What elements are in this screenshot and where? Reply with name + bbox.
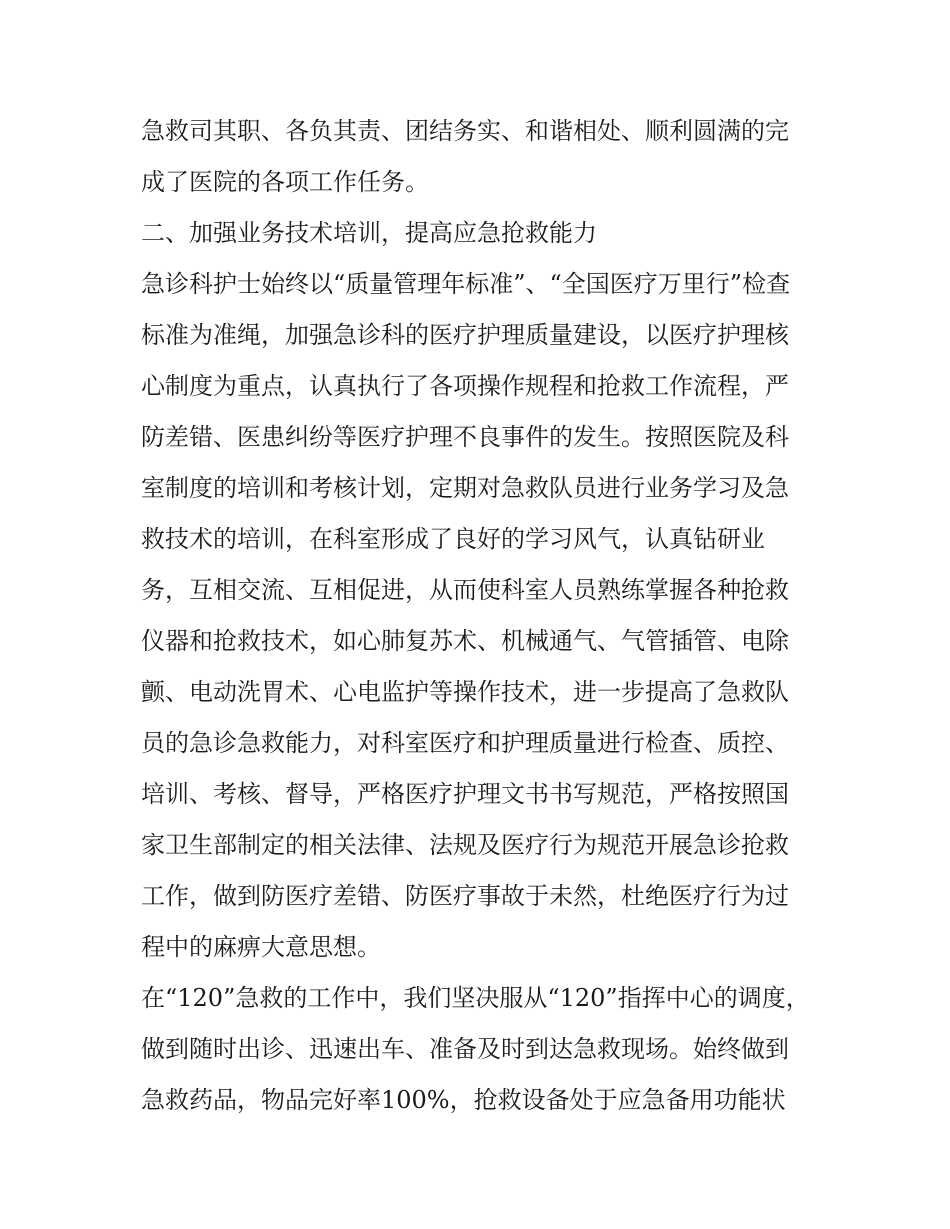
text-line: 仪器和抢救技术，如心肺复苏术、机械通气、气管插管、电除 (141, 627, 789, 655)
text-line: 心制度为重点，认真执行了各项操作规程和抢救工作流程，严 (141, 372, 789, 400)
text-line: 防差错、医患纠纷等医疗护理不良事件的发生。按照医院及科 (141, 423, 789, 451)
body-text (141, 109, 821, 1129)
text-line: 在“120”急救的工作中，我们坚决服从“120”指挥中心的调度， (141, 984, 810, 1012)
text-line: 室制度的培训和考核计划，定期对急救队员进行业务学习及急 (141, 474, 789, 502)
text-line: 急救司其职、各负其责、团结务实、和谐相处、顺利圆满的完 (141, 117, 789, 145)
text-line: 程中的麻痹大意思想。 (141, 933, 381, 961)
text-line: 急诊科护士始终以“质量管理年标准”、“全国医疗万里行”检查 (141, 270, 791, 298)
text-line: 做到随时出诊、迅速出车、准备及时到达急救现场。始终做到 (141, 1035, 789, 1063)
text-line: 务，互相交流、互相促进，从而使科室人员熟练掌握各种抢救 (141, 576, 789, 604)
text-line: 成了医院的各项工作任务。 (141, 168, 429, 196)
text-line: 标准为准绳，加强急诊科的医疗护理质量建设，以医疗护理核 (141, 321, 789, 349)
text-line: 颤、电动洗胃术、心电监护等操作技术，进一步提高了急救队 (141, 678, 789, 706)
text-line: 家卫生部制定的相关法律、法规及医疗行为规范开展急诊抢救 (141, 831, 789, 859)
text-line: 培训、考核、督导，严格医疗护理文书书写规范，严格按照国 (141, 780, 789, 808)
text-line: 急救药品，物品完好率100%，抢救设备处于应急备用功能状 (141, 1086, 786, 1114)
section-heading: 二、加强业务技术培训，提高应急抢救能力 (141, 219, 597, 247)
text-line: 救技术的培训，在科室形成了良好的学习风气，认真钻研业 (141, 525, 765, 553)
text-line: 工作，做到防医疗差错、防医疗事故于未然，杜绝医疗行为过 (141, 882, 789, 910)
text-line: 员的急诊急救能力，对科室医疗和护理质量进行检查、质控、 (141, 729, 789, 757)
